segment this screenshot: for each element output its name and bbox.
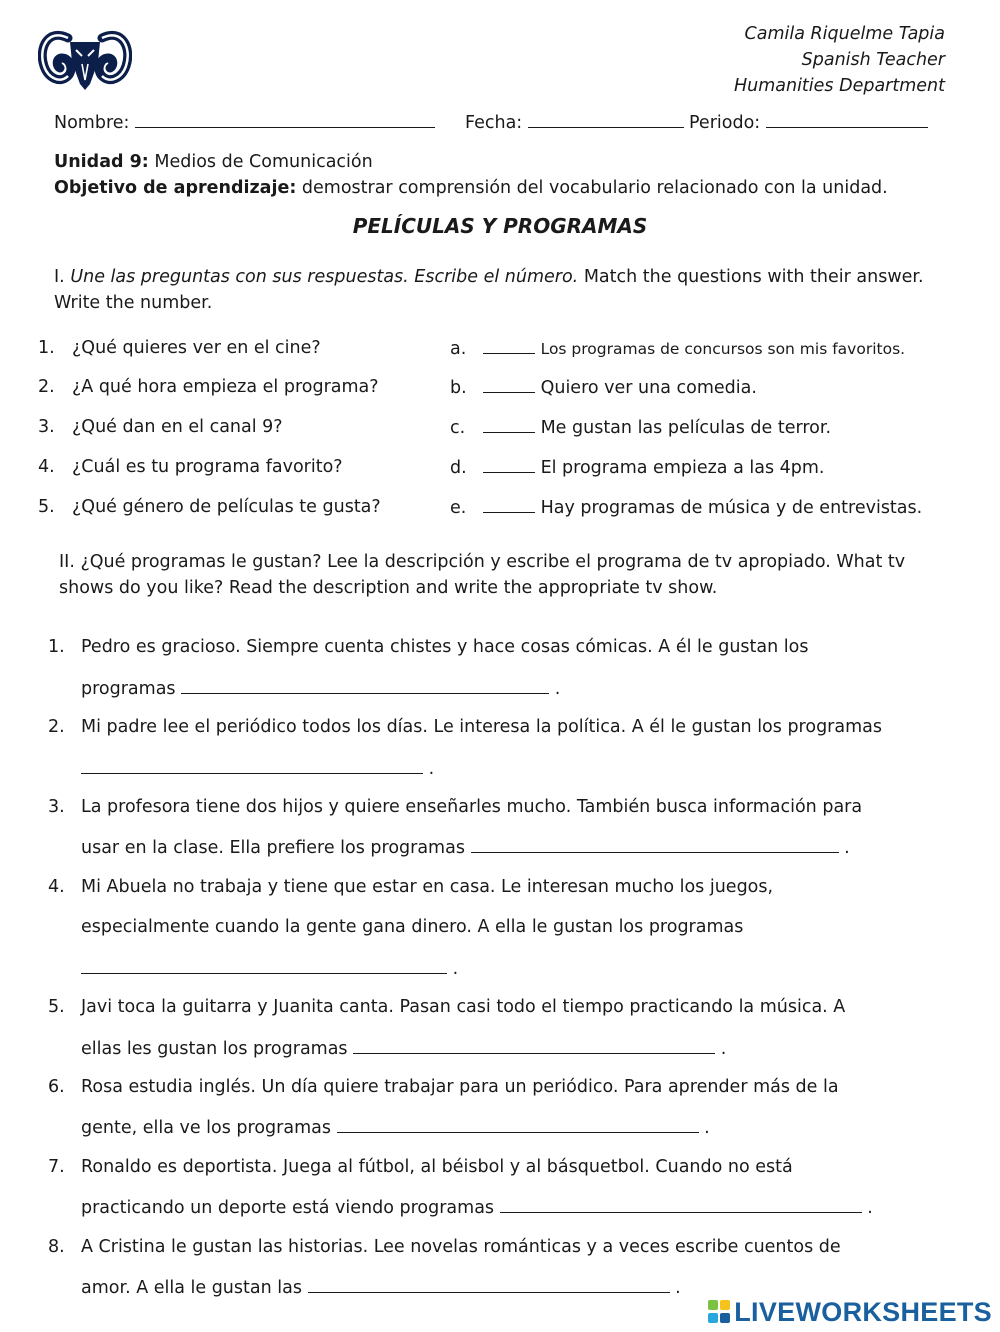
exercise-item-1-line2 — [81, 677, 560, 700]
item-text: A Cristina le gustan las historias. Lee novelas románticas y a veces escribe cuentos de — [81, 1237, 841, 1257]
answer-blank[interactable] — [483, 416, 535, 433]
answer-text: Los programas de concursos son mis favoritos. — [540, 340, 906, 358]
answer-text: Quiero ver una comedia. — [540, 378, 757, 398]
question-number: 1. — [38, 338, 55, 358]
teacher-header — [734, 21, 945, 99]
question-text: ¿Cuál es tu programa favorito? — [72, 457, 343, 477]
period-label: Periodo: — [689, 113, 761, 133]
exercise-item-4-line3 — [81, 957, 458, 980]
item-text: gente, ella ve los programas — [81, 1118, 331, 1138]
period-mark: . — [844, 838, 850, 858]
date-field-row — [465, 110, 684, 134]
item-text: Pedro es gracioso. Siempre cuenta chistes y hace cosas cómicas. A él le gustan los — [81, 637, 809, 657]
unit-value: Medios de Comunicación — [154, 152, 373, 172]
exercise-item-3 — [48, 796, 862, 818]
answer-line[interactable] — [337, 1116, 699, 1133]
exercise-item-6 — [48, 1076, 839, 1098]
question-row-5 — [38, 496, 381, 518]
question-text: ¿Qué dan en el canal 9? — [72, 417, 283, 437]
answer-line[interactable] — [81, 757, 423, 774]
item-text: programas — [81, 679, 176, 699]
item-number: 7. — [48, 1157, 65, 1177]
unit-line — [54, 151, 373, 173]
answer-blank[interactable] — [483, 337, 535, 354]
item-number: 5. — [48, 997, 65, 1017]
page-title: PELÍCULAS Y PROGRAMAS — [352, 214, 648, 238]
answer-letter: b. — [450, 378, 467, 398]
answer-line[interactable] — [81, 957, 447, 974]
exercise-item-5 — [48, 996, 845, 1018]
question-text: ¿Qué quieres ver en el cine? — [72, 338, 321, 358]
answer-letter: e. — [450, 498, 467, 518]
item-number: 6. — [48, 1077, 65, 1097]
item-text: Javi toca la guitarra y Juanita canta. Pasan casi todo el tiempo practicando la música. A — [81, 997, 846, 1017]
question-text: ¿Qué género de películas te gusta? — [72, 497, 381, 517]
period-mark: . — [720, 1039, 727, 1059]
exercise-item-5-line2 — [81, 1037, 726, 1060]
department-name: Humanities Department — [733, 76, 945, 96]
item-number: 1. — [48, 637, 65, 657]
item-text: Mi Abuela no trabaja y tiene que estar en casa. Le interesan mucho los juegos, — [81, 877, 774, 897]
watermark-text: LIVEWORKSHEETS — [734, 1296, 992, 1327]
section1-numeral: I. — [54, 267, 65, 287]
question-number: 4. — [38, 457, 55, 477]
period-field-row — [689, 110, 928, 134]
exercise-item-2-line2 — [81, 757, 434, 780]
item-number: 4. — [48, 877, 65, 897]
exercise-item-1 — [48, 636, 808, 658]
item-number: 3. — [48, 797, 65, 817]
exercise-item-4-line2: especialmente cuando la gente gana dinero. A ella le gustan los programas — [81, 917, 744, 937]
date-label: Fecha: — [465, 113, 523, 133]
exercise-item-2 — [48, 716, 882, 738]
section1-instruction-en: Match the questions with their answer. — [583, 267, 924, 287]
exercise-item-4 — [48, 876, 773, 898]
period-mark: . — [452, 959, 459, 979]
answer-line[interactable] — [353, 1037, 715, 1054]
name-label: Nombre: — [54, 113, 130, 133]
answer-row-c — [450, 416, 831, 439]
period-mark: . — [675, 1278, 681, 1298]
section1-instruction-es: Une las preguntas con sus respuestas. Escribe el número. — [70, 267, 579, 287]
objective-label: Objetivo de aprendizaje: — [54, 178, 297, 198]
answer-letter: d. — [450, 458, 467, 478]
exercise-item-6-line2 — [81, 1116, 710, 1139]
question-row-2 — [38, 376, 379, 398]
objective-value: demostrar comprensión del vocabulario relacionado con la unidad. — [301, 178, 888, 198]
answer-line[interactable] — [471, 836, 839, 853]
answer-text: Me gustan las películas de terror. — [540, 418, 832, 438]
answer-text: Hay programas de música y de entrevistas. — [540, 498, 923, 518]
answer-letter: a. — [450, 339, 467, 359]
answer-letter: c. — [450, 418, 466, 438]
question-row-3 — [38, 416, 283, 438]
name-input-line[interactable] — [135, 110, 435, 128]
item-text: Mi padre lee el periódico todos los días. Le interesa la política. A él le gustan los programas — [81, 717, 882, 737]
exercise-item-3-line2 — [81, 836, 850, 859]
item-text: usar en la clase. Ella prefiere los programas — [81, 838, 465, 858]
period-mark: . — [428, 759, 435, 779]
item-text: practicando un deporte está viendo programas — [81, 1198, 495, 1218]
question-number: 5. — [38, 497, 55, 517]
question-text: ¿A qué hora empieza el programa? — [72, 377, 379, 397]
answer-line[interactable] — [308, 1276, 670, 1293]
question-row-4 — [38, 456, 343, 478]
item-number: 2. — [48, 717, 65, 737]
answer-row-b — [450, 376, 757, 399]
item-text: amor. A ella le gustan las — [81, 1278, 302, 1298]
answer-text: El programa empieza a las 4pm. — [540, 458, 825, 478]
ram-logo-icon — [38, 28, 132, 92]
item-text: ellas les gustan los programas — [81, 1039, 348, 1059]
answer-blank[interactable] — [483, 456, 535, 473]
section1-instruction-line1 — [54, 266, 924, 288]
answer-row-d — [450, 456, 824, 479]
unit-label: Unidad 9: — [54, 152, 149, 172]
teacher-role: Spanish Teacher — [801, 50, 945, 70]
teacher-name: Camila Riquelme Tapia — [744, 24, 945, 44]
liveworksheets-watermark — [707, 1295, 992, 1329]
item-text: Ronaldo es deportista. Juega al fútbol, al béisbol y al básquetbol. Cuando no está — [81, 1157, 793, 1177]
period-mark: . — [704, 1118, 710, 1138]
name-field-row — [54, 110, 435, 134]
answer-blank[interactable] — [483, 496, 535, 513]
answer-line[interactable] — [500, 1196, 862, 1213]
answer-line[interactable] — [181, 677, 549, 694]
liveworksheets-logo-icon — [707, 1299, 731, 1325]
item-text: La profesora tiene dos hijos y quiere enseñarles mucho. También busca información para — [81, 797, 863, 817]
exercise-item-8-line2 — [81, 1276, 681, 1299]
period-input-line[interactable] — [766, 110, 928, 128]
answer-row-a — [450, 337, 905, 360]
exercise-item-7 — [48, 1156, 793, 1178]
period-mark: . — [554, 679, 561, 699]
section1-instruction-en-line2: Write the number. — [54, 293, 213, 313]
item-text: Rosa estudia inglés. Un día quiere trabajar para un periódico. Para aprender más de la — [81, 1077, 839, 1097]
question-number: 3. — [38, 417, 55, 437]
objective-line — [54, 177, 888, 199]
section2-instruction-line2: shows do you like? Read the description and write the appropriate tv show. — [59, 578, 718, 598]
item-number: 8. — [48, 1237, 65, 1257]
answer-row-e — [450, 496, 922, 519]
question-number: 2. — [38, 377, 55, 397]
answer-blank[interactable] — [483, 376, 535, 393]
section2-instruction-line1: II. ¿Qué programas le gustan? Lee la descripción y escribe el programa de tv apropiado. What tv — [59, 552, 906, 572]
exercise-item-8 — [48, 1236, 841, 1258]
exercise-item-7-line2 — [81, 1196, 873, 1219]
date-input-line[interactable] — [528, 110, 684, 128]
question-row-1 — [38, 337, 321, 359]
period-mark: . — [867, 1198, 873, 1218]
